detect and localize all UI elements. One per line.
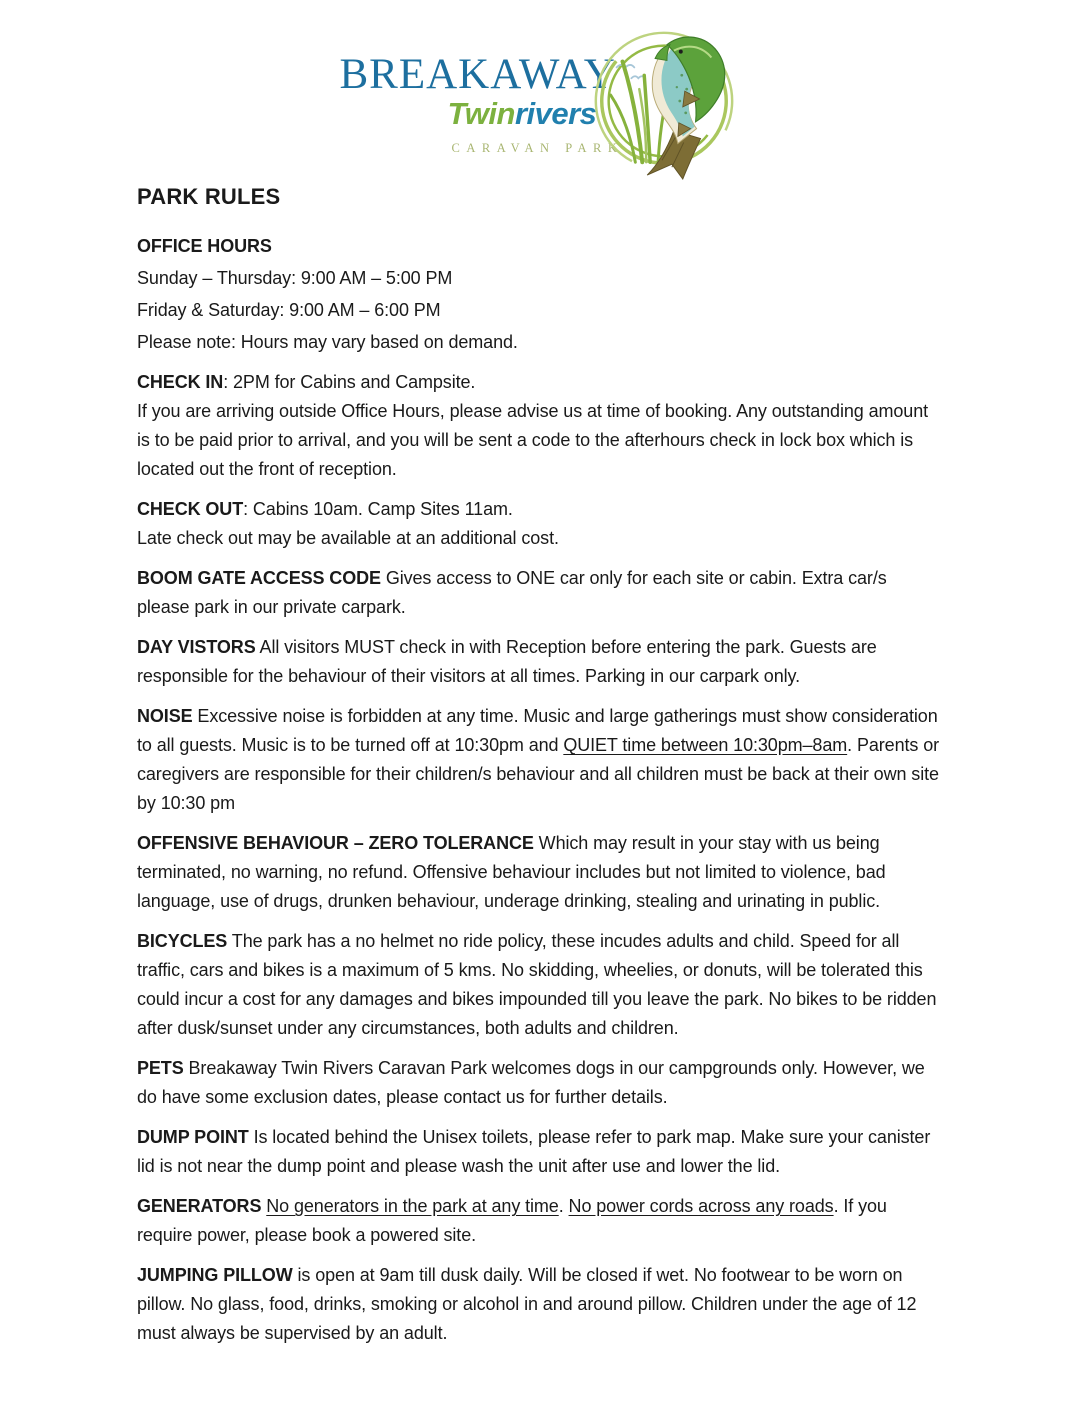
rule-check-out: CHECK OUT: Cabins 10am. Camp Sites 11am. Late check out may be available at an additional cost. [137, 499, 559, 548]
logo-twin-text: Twin [447, 96, 515, 131]
breakaway-logo [340, 20, 738, 170]
rule-office-hours-note: Please note: Hours may vary based on demand. [137, 332, 518, 352]
rule-office-hours-fri-sat: Friday & Saturday: 9:00 AM – 6:00 PM [137, 300, 441, 320]
document-page [0, 20, 1088, 1348]
rule-boom-gate-access-code: BOOM GATE ACCESS CODE Gives access to ONE car only for each site or cabin. Extra car/s please park in our private carpark. [137, 568, 887, 617]
rule-office-hours-heading: OFFICE HOURS [137, 236, 272, 256]
rule-offensive-behaviour: OFFENSIVE BEHAVIOUR – ZERO TOLERANCE Which may result in your stay with us being terminated, no warning, no refund. Offensive behaviour includes but not limited to violence, bad language, use of drugs, drunken behaviour, underage drinking, stealing and urinating in public. [137, 833, 886, 911]
page-title: PARK RULES [137, 184, 281, 209]
rule-check-in: CHECK IN: 2PM for Cabins and Campsite. If you are arriving outside Office Hours, please advise us at time of booking. Any outstanding amount is to be paid prior to arrival, and you will be sent a code to the afterhours check in lock box which is located out the front of reception. [137, 372, 929, 479]
rule-generators: GENERATORS No generators in the park at any time. No power cords across any roads. If you require power, please book a powered site. [137, 1196, 887, 1245]
rule-dump-point: DUMP POINT Is located behind the Unisex toilets, please refer to park map. Make sure your canister lid is not near the dump point and please wash the unit after use and lower the lid. [137, 1127, 931, 1176]
logo-subbrand-text [448, 96, 597, 132]
fish-logo-icon [588, 18, 738, 181]
logo-tagline-text: CARAVAN PARK [451, 141, 624, 155]
rule-office-hours-sun-thu: Sunday – Thursday: 9:00 AM – 5:00 PM [137, 268, 453, 288]
rule-bicycles: BICYCLES The park has a no helmet no ride policy, these incudes adults and child. Speed for all traffic, cars and bikes is a maximum of 5 kms. No skidding, wheelies, or donuts, will be tolerated this could incur a cost for any damages and bikes impounded till you leave the park. No bikes to be ridden after dusk/sunset under any circumstances, both adults and children. [137, 931, 937, 1038]
rule-noise: NOISE Excessive noise is forbidden at any time. Music and large gatherings must show consideration to all guests. Music is to be turned off at 10:30pm and QUIET time between 10:30pm–8am. Parents or caregivers are responsible for their children/s behaviour and all children must be back at their own site by 10:30 pm [137, 706, 939, 813]
rule-jumping-pillow: JUMPING PILLOW is open at 9am till dusk daily. Will be closed if wet. No footwear to be worn on pillow. No glass, food, drinks, smoking or alcohol in and around pillow. Children under the age of 12 must always be supervised by an adult. [137, 1265, 917, 1343]
logo-rivers-text: rivers [514, 96, 597, 131]
rules-list [137, 232, 940, 1348]
rule-pets: PETS Breakaway Twin Rivers Caravan Park welcomes dogs in our campgrounds only. However, we do have some exclusion dates, please contact us for further details. [137, 1058, 925, 1107]
rule-day-visitors: DAY VISTORS All visitors MUST check in with Reception before entering the park. Guests are responsible for the behaviour of their visitors at all times. Parking in our carpark only. [137, 637, 877, 686]
logo-brand-text: BREAKAWAY [339, 51, 616, 98]
